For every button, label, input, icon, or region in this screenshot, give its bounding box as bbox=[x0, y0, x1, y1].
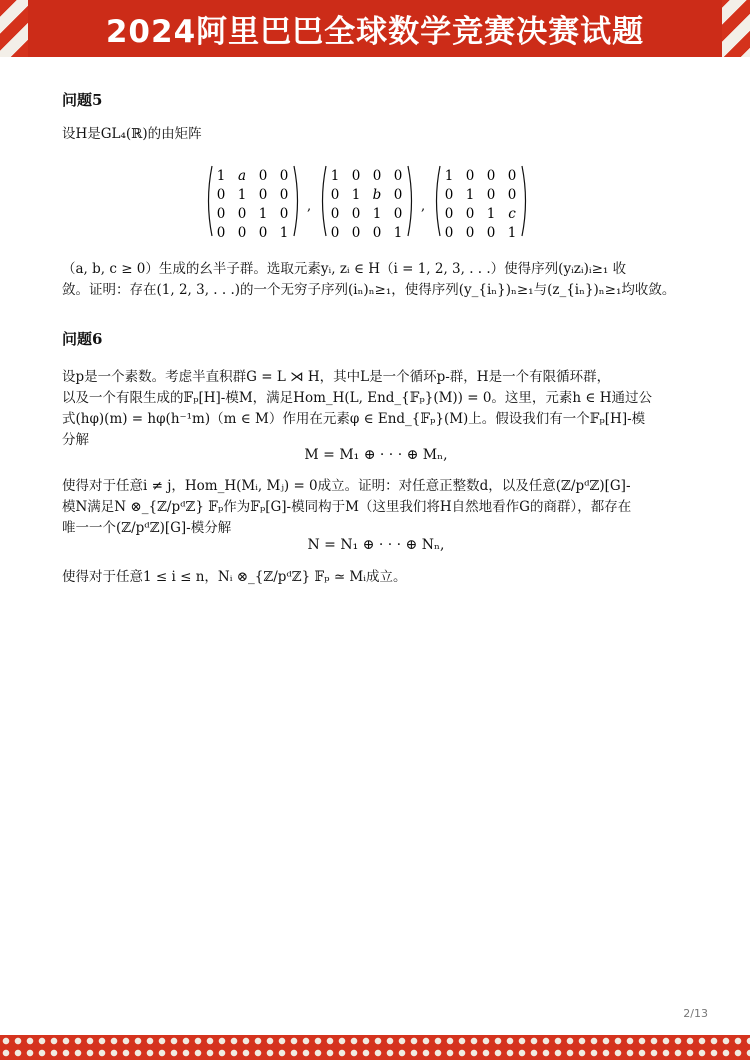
matrix-entry: 0 bbox=[216, 187, 226, 203]
problem5-intro: 设H是GL₄(ℝ)的由矩阵 bbox=[62, 126, 202, 142]
problem6-line6: 模N满足N ⊗_{ℤ/pᵈℤ} 𝔽ₚ作为𝔽ₚ[G]-模同构于M（这里我们将H自然地看作G的商群），都存在 bbox=[62, 499, 632, 515]
matrix-entry: 0 bbox=[279, 206, 289, 222]
matrix-entry: 0 bbox=[330, 225, 340, 240]
problem6-equation2: N = N₁ ⊕ · · · ⊕ Nₙ, bbox=[307, 537, 445, 553]
matrix-entry: 0 bbox=[258, 168, 268, 184]
problem5-body-line1: （a, b, c ≥ 0）生成的幺半子群。选取元素yᵢ, zᵢ ∈ H（i = 1, 2, 3, . . .）使得序列(yᵢzᵢ)ᵢ≥₁ 收 bbox=[62, 261, 627, 277]
matrix-comma: , bbox=[421, 199, 426, 214]
matrix-entry: 0 bbox=[372, 225, 382, 240]
page-title: 2024阿里巴巴全球数学竞赛决赛试题 bbox=[105, 14, 645, 50]
matrix-entry: 0 bbox=[486, 187, 496, 203]
matrix-entry: 0 bbox=[444, 225, 454, 240]
matrix-entry: 0 bbox=[393, 168, 403, 184]
matrix-entry: 0 bbox=[393, 206, 403, 222]
problem6-line8: 使得对于任意1 ≤ i ≤ n，Nᵢ ⊗_{ℤ/pᵈℤ} 𝔽ₚ ≃ Mᵢ成立。 bbox=[62, 569, 407, 585]
matrix-entry: 0 bbox=[486, 225, 496, 240]
problem6-title: 问题6 bbox=[62, 330, 103, 348]
matrix-entry: 0 bbox=[279, 168, 289, 184]
matrix-entry: 1 bbox=[444, 168, 454, 184]
footer-pattern bbox=[0, 1035, 750, 1060]
matrix-entry: 0 bbox=[258, 187, 268, 203]
problem5-body-line2: 敛。证明：存在(1, 2, 3, . . .)的一个无穷子序列(iₙ)ₙ≥₁，使得序列(y_{iₙ})ₙ≥₁与(z_{iₙ})ₙ≥₁均收敛。 bbox=[62, 282, 676, 298]
matrix-entry: 0 bbox=[507, 168, 517, 184]
problem6-equation1: M = M₁ ⊕ · · · ⊕ Mₙ, bbox=[304, 447, 448, 463]
matrix-entry: 1 bbox=[372, 206, 382, 222]
matrix-entry: 1 bbox=[486, 206, 496, 222]
matrix-entry: 0 bbox=[507, 187, 517, 203]
matrix-left-paren bbox=[209, 166, 213, 236]
matrix-entry: 0 bbox=[393, 187, 403, 203]
matrix-entry: 0 bbox=[444, 206, 454, 222]
matrix-entry: 0 bbox=[486, 168, 496, 184]
problem6-line4: 分解 bbox=[62, 432, 89, 448]
matrix-entry: a bbox=[237, 168, 247, 184]
matrix-left-paren bbox=[437, 166, 441, 236]
header-banner bbox=[0, 0, 750, 57]
matrix-entry: 0 bbox=[279, 187, 289, 203]
problem5-title: 问题5 bbox=[62, 91, 103, 109]
page-number: 2/13 bbox=[683, 1007, 708, 1020]
problem6-line1: 设p是一个素数。考虑半直积群G = L ⋊ H，其中L是一个循环p-群，H是一个有限循环群， bbox=[62, 369, 611, 385]
matrix-entry: 0 bbox=[258, 225, 268, 240]
matrix-entry: b bbox=[372, 187, 382, 203]
matrix-entry: 1 bbox=[351, 187, 361, 203]
matrix-entry: 1 bbox=[237, 187, 247, 203]
matrix-entry: 0 bbox=[465, 168, 475, 184]
problem6-line3: 式(hφ)(m) = hφ(h⁻¹m)（m ∈ M）作用在元素φ ∈ End_{𝔽ₚ}(M)上。假设我们有一个𝔽ₚ[H]-模 bbox=[62, 411, 646, 427]
matrix-entry: 1 bbox=[216, 168, 226, 184]
matrix-entry: 1 bbox=[330, 168, 340, 184]
matrix-entry: 1 bbox=[393, 225, 403, 240]
matrix-entry: 0 bbox=[372, 168, 382, 184]
matrix-entry: 0 bbox=[330, 187, 340, 203]
matrix-right-paren bbox=[294, 166, 298, 236]
problem6-line5: 使得对于任意i ≠ j，Hom_H(Mᵢ, Mⱼ) = 0成立。证明：对任意正整数d，以及任意(ℤ/pᵈℤ)[G]- bbox=[62, 478, 631, 494]
matrix-entry: 0 bbox=[330, 206, 340, 222]
matrix-left-paren bbox=[323, 166, 327, 236]
matrix-entry: 1 bbox=[465, 187, 475, 203]
matrix-entry: c bbox=[508, 206, 516, 222]
matrix-entry: 0 bbox=[465, 225, 475, 240]
matrix-comma: , bbox=[307, 199, 312, 214]
matrix-entry: 1 bbox=[258, 206, 268, 222]
matrix-right-paren bbox=[522, 166, 526, 236]
matrix-entry: 0 bbox=[216, 225, 226, 240]
matrix-entry: 1 bbox=[507, 225, 517, 240]
header-band bbox=[28, 0, 722, 57]
matrix-entry: 0 bbox=[237, 206, 247, 222]
matrix-entry: 0 bbox=[351, 225, 361, 240]
problem6-line7: 唯一一个(ℤ/pᵈℤ)[G]-模分解 bbox=[62, 520, 232, 536]
matrix-entry: 0 bbox=[351, 206, 361, 222]
matrix-entry: 0 bbox=[216, 206, 226, 222]
matrix-entry: 1 bbox=[279, 225, 289, 240]
problem6-line2: 以及一个有限生成的𝔽ₚ[H]-模M，满足Hom_H(L, End_{𝔽ₚ}(M)) = 0。这里，元素h ∈ H通过公 bbox=[62, 390, 652, 406]
matrix-entry: 0 bbox=[237, 225, 247, 240]
problem5-matrices bbox=[205, 162, 545, 240]
matrix-entry: 0 bbox=[351, 168, 361, 184]
matrix-entry: 0 bbox=[465, 206, 475, 222]
matrix-right-paren bbox=[408, 166, 412, 236]
matrix-entry: 0 bbox=[444, 187, 454, 203]
